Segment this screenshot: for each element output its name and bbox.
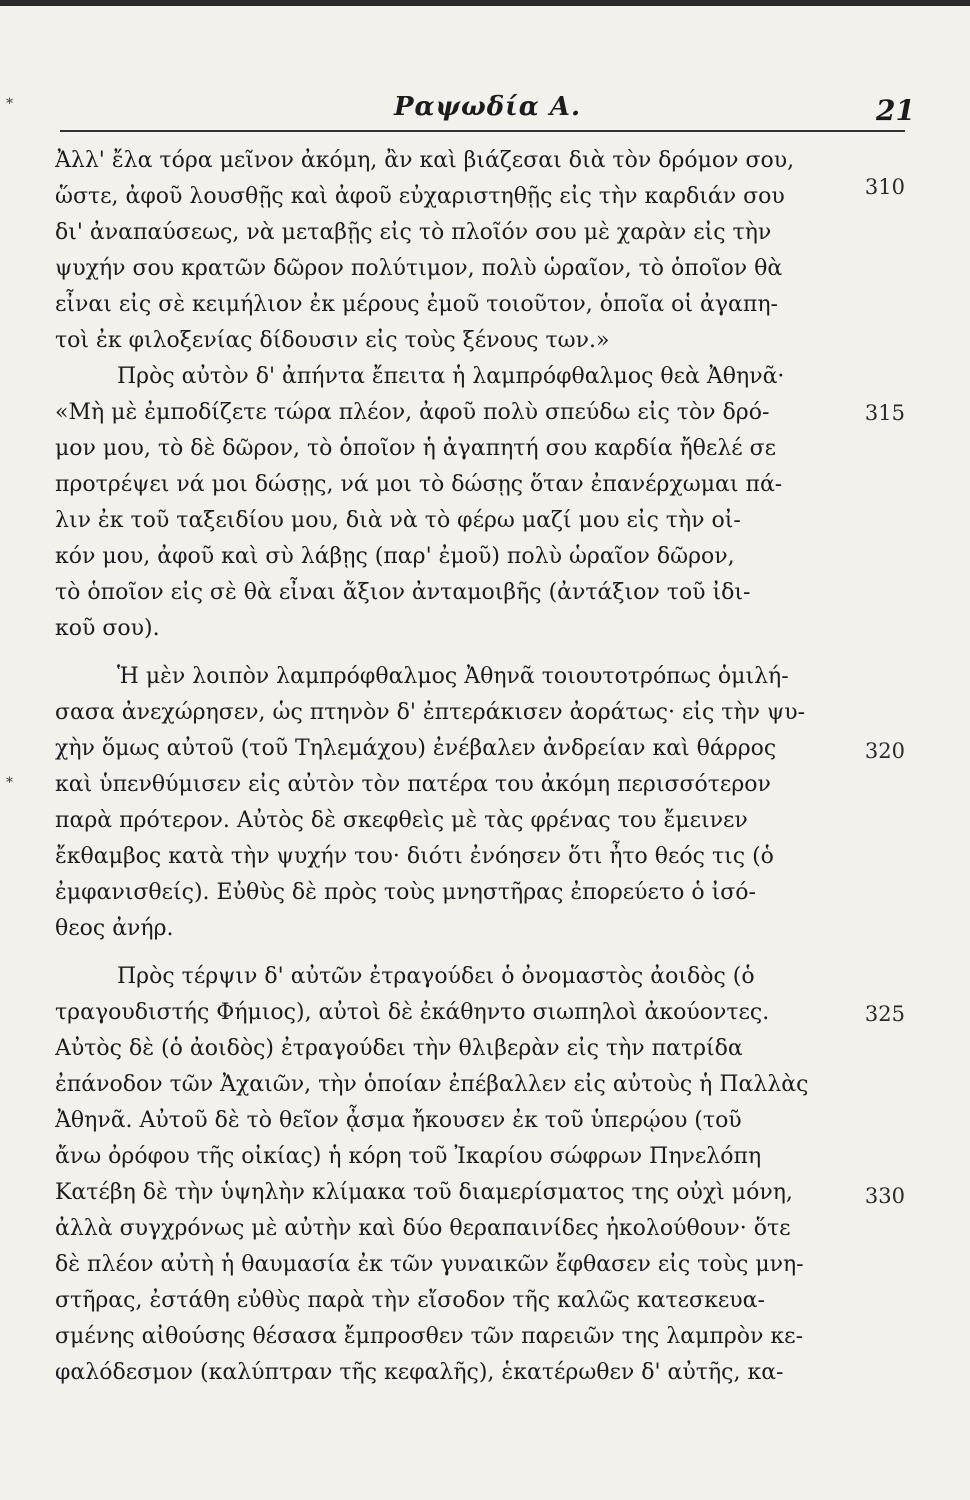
page-top-rule: [0, 0, 970, 6]
text-line: τραγουδιστής Φήμιος), αὐτοὶ δὲ ἐκάθηντο σιωπηλοὶ ἀκούοντες.: [55, 1000, 770, 1025]
text-line: μον μου, τὸ δὲ δῶρον, τὸ ὁποῖον ἡ ἀγαπητή σου καρδία ἤθελέ σε: [55, 436, 777, 461]
text-line: Πρὸς τέρψιν δ' αὐτῶν ἐτραγούδει ὁ ὀνομαστὸς ἀοιδὸς (ὁ: [117, 964, 755, 989]
text-line: ἄνω ὀρόφου τῆς οἰκίας) ἡ κόρη τοῦ Ἰκαρίου σώφρων Πηνελόπη: [55, 1144, 762, 1169]
text-line: λιν ἐκ τοῦ ταξειδίου μου, διὰ νὰ τὸ φέρω μαζί μου εἰς τὴν οἰ-: [55, 508, 741, 533]
text-line: «Μὴ μὲ ἐμποδίζετε τώρα πλέον, ἀφοῦ πολὺ σπεύδω εἰς τὸν δρό-: [55, 400, 770, 425]
text-line: χὴν ὅμως αὐτοῦ (τοῦ Τηλεμάχου) ἐνέβαλεν ἀνδρείαν καὶ θάρρος: [55, 736, 777, 761]
text-line: ψυχήν σου κρατῶν δῶρον πολύτιμον, πολὺ ὡραῖον, τὸ ὁποῖον θὰ: [55, 256, 783, 281]
text-line: παρὰ πρότερον. Αὐτὸς δὲ σκεφθεὶς μὲ τὰς φρένας του ἔμεινεν: [55, 808, 748, 833]
text-line: Ἡ μὲν λοιπὸν λαμπρόφθαλμος Ἀθηνᾶ τοιουτοτρόπως ὁμιλή-: [117, 664, 789, 689]
text-line: Αὐτὸς δὲ (ὁ ἀοιδὸς) ἐτραγούδει τὴν θλιβερὰν εἰς τὴν πατρίδα: [55, 1036, 743, 1061]
running-head: [60, 92, 915, 132]
page-number: 21: [876, 94, 915, 127]
text-line: ἐπάνοδον τῶν Ἀχαιῶν, τὴν ὁποίαν ἐπέβαλλεν εἰς αὐτοὺς ἡ Παλλὰς: [55, 1072, 809, 1097]
text-line: στῆρας, ἐστάθη εὐθὺς παρὰ τὴν εἴσοδον τῆς καλῶς κατεσκευα-: [55, 1288, 765, 1313]
text-line: προτρέψει νά μοι δώσῃς, νά μοι τὸ δώσῃς ὅταν ἐπανέρχωμαι πά-: [55, 472, 783, 497]
text-line: ἔκθαμβος κατὰ τὴν ψυχήν του· διότι ἐνόησεν ὅτι ἦτο θεός τις (ὁ: [55, 844, 774, 869]
text-line: ἐμφανισθείς). Εὐθὺς δὲ πρὸς τοὺς μνηστῆρας ἐπορεύετο ὁ ἰσό-: [55, 880, 756, 905]
header-rule: [60, 130, 905, 132]
text-line: ἀλλὰ συγχρόνως μὲ αὐτὴν καὶ δύο θεραπαινίδες ἠκολούθουν· ὅτε: [55, 1216, 791, 1241]
line-number-330: 330: [864, 1184, 905, 1208]
text-line: σμένης αἰθούσης θέσασα ἔμπροσθεν τῶν παρειῶν της λαμπρὸν κε-: [55, 1324, 803, 1349]
running-title: Ραψωδία Α.: [394, 92, 581, 122]
text-line: δι' ἀναπαύσεως, νὰ μεταβῇς εἰς τὸ πλοῖόν σου μὲ χαρὰν εἰς τὴν: [55, 220, 772, 245]
text-line: σασα ἀνεχώρησεν, ὡς πτηνὸν δ' ἐπτεράκισεν ἀοράτως· εἰς τὴν ψυ-: [55, 700, 806, 725]
text-line: τὸ ὁποῖον εἰς σὲ θὰ εἶναι ἄξιον ἀνταμοιβῆς (ἀντάξιον τοῦ ἰδι-: [55, 580, 751, 605]
margin-mark: *: [6, 775, 13, 791]
text-line: Πρὸς αὐτὸν δ' ἀπήντα ἔπειτα ἡ λαμπρόφθαλμος θεὰ Ἀθηνᾶ·: [117, 364, 785, 389]
text-line: Κατέβη δὲ τὴν ὑψηλὴν κλίμακα τοῦ διαμερίσματος της οὐχὶ μόνη,: [55, 1180, 793, 1205]
line-number-325: 325: [864, 1002, 905, 1026]
text-line: δὲ πλέον αὐτὴ ἡ θαυμασία ἐκ τῶν γυναικῶν ἔφθασεν εἰς τοὺς μνη-: [55, 1252, 804, 1277]
text-line: εἶναι εἰς σὲ κειμήλιον ἐκ μέρους ἐμοῦ τοιοῦτον, ὁποῖα οἱ ἀγαπη-: [55, 292, 778, 317]
text-line: κόν μου, ἀφοῦ καὶ σὺ λάβῃς (παρ' ἐμοῦ) πολὺ ὡραῖον δῶρον,: [55, 544, 735, 569]
text-line: Ἀλλ' ἔλα τόρα μεῖνον ἀκόμη, ἂν καὶ βιάζεσαι διὰ τὸν δρόμον σου,: [55, 148, 795, 173]
line-number-310: 310: [864, 175, 905, 199]
text-line: ὥστε, ἀφοῦ λουσθῇς καὶ ἀφοῦ εὐχαριστηθῇς εἰς τὴν καρδιάν σου: [55, 184, 785, 209]
text-body: [55, 143, 830, 1391]
margin-mark: *: [6, 96, 13, 112]
line-number-315: 315: [864, 401, 905, 425]
text-line: καὶ ὑπενθύμισεν εἰς αὐτὸν τὸν πατέρα του ἀκόμη περισσότερον: [55, 772, 771, 797]
text-line: θεος ἀνήρ.: [55, 916, 174, 941]
text-line: τοὶ ἐκ φιλοξενίας δίδουσιν εἰς τοὺς ξένους των.»: [55, 328, 610, 353]
line-number-320: 320: [864, 739, 905, 763]
text-line: Ἀθηνᾶ. Αὐτοῦ δὲ τὸ θεῖον ᾆσμα ἤκουσεν ἐκ τοῦ ὑπερῴου (τοῦ: [55, 1108, 742, 1133]
text-line: φαλόδεσμον (καλύπτραν τῆς κεφαλῆς), ἑκατέρωθεν δ' αὐτῆς, κα-: [55, 1360, 784, 1385]
text-line: κοῦ σου).: [55, 616, 160, 641]
